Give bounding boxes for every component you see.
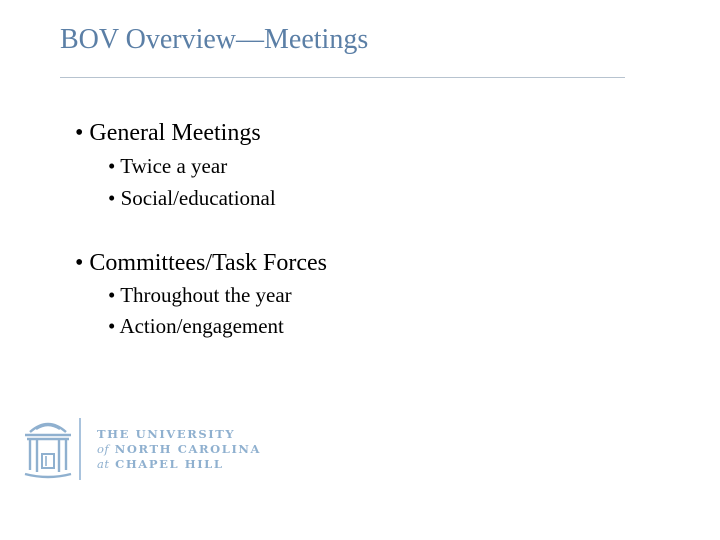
old-well-logo-icon [22, 418, 74, 485]
logo-divider [79, 418, 81, 480]
title-divider [60, 77, 625, 78]
slide-title: BOV Overview—Meetings [60, 24, 369, 55]
sub-bullet-throughout-the-year: • Throughout the year [108, 283, 292, 307]
wordmark-line-2: NORTH CAROLINA [114, 442, 262, 456]
wordmark-line-1: THE UNIVERSITY [97, 427, 236, 441]
bullet-general-meetings: • General Meetings [75, 120, 261, 146]
sub-bullet-twice-a-year: • Twice a year [108, 154, 228, 178]
wordmark-line-3-prefix: at [97, 457, 110, 471]
wordmark-line-2-prefix: of [97, 442, 110, 456]
sub-bullet-social-educational: • Social/educational [108, 186, 276, 210]
wordmark-line-3: CHAPEL HILL [115, 457, 224, 471]
university-wordmark [97, 427, 261, 472]
bullet-committees-task-forces: • Committees/Task Forces [75, 250, 328, 276]
sub-bullet-action-engagement: • Action/engagement [108, 314, 284, 338]
